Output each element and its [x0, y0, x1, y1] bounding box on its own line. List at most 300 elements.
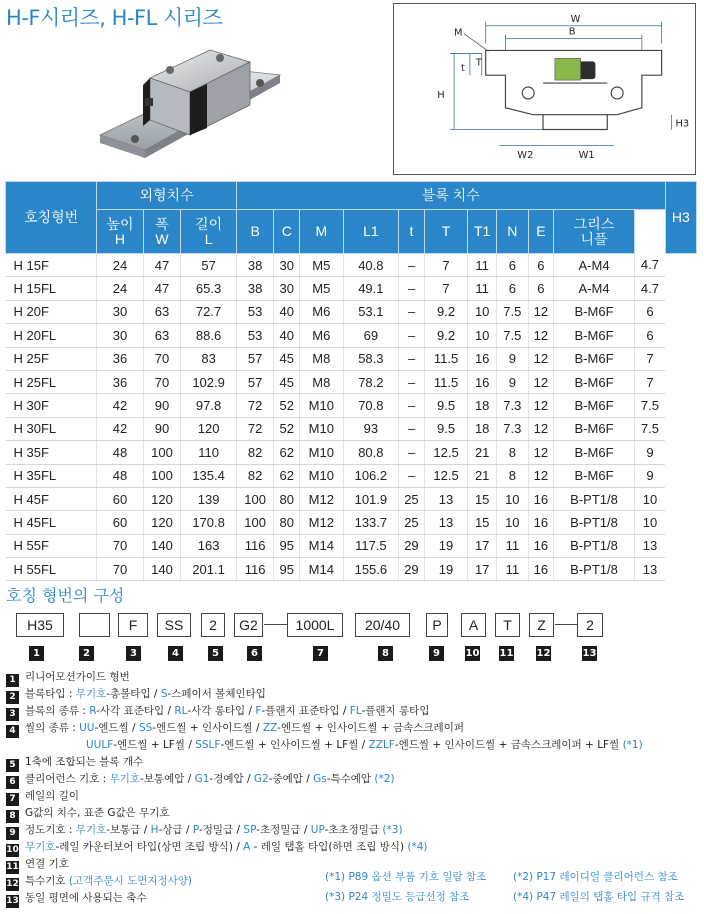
value-cell: B-M6F	[554, 324, 635, 347]
value-cell: 10	[634, 511, 665, 534]
value-cell: 12	[528, 464, 554, 487]
model-cell: H 15FL	[6, 277, 97, 300]
value-cell: 40.8	[343, 254, 399, 277]
value-cell: 106.2	[343, 464, 399, 487]
value-cell: 18	[468, 417, 497, 440]
code-number-3: 3	[126, 646, 141, 661]
value-cell: 120	[143, 511, 181, 534]
value-cell: 12	[528, 347, 554, 370]
value-cell: 11.5	[424, 370, 468, 393]
col-T: T	[424, 210, 468, 254]
value-cell: 16	[468, 370, 497, 393]
product-photo	[95, 40, 305, 170]
value-cell: 163	[181, 534, 237, 557]
value-cell: 7	[634, 370, 665, 393]
value-cell: 11	[468, 277, 497, 300]
col-height: 높이 H	[97, 210, 143, 254]
value-cell: M6	[300, 324, 344, 347]
value-cell: –	[399, 464, 425, 487]
value-cell: –	[399, 370, 425, 393]
value-cell: 6	[497, 254, 529, 277]
value-cell: 62	[274, 441, 300, 464]
value-cell: 80	[274, 487, 300, 510]
table-row	[6, 347, 697, 370]
value-cell: –	[399, 254, 425, 277]
value-cell: 25	[399, 511, 425, 534]
value-cell: 17	[468, 558, 497, 581]
col-N: N	[497, 210, 529, 254]
value-cell: 140	[143, 534, 181, 557]
value-cell: 49.1	[343, 277, 399, 300]
value-cell: 70	[97, 558, 143, 581]
code-box-2	[79, 613, 110, 637]
value-cell: 24	[97, 254, 143, 277]
legend-item-13: 13 동일 평면에 사용되는 축수	[6, 892, 147, 906]
value-cell: 57	[236, 370, 274, 393]
model-cell: H 45FL	[6, 511, 97, 534]
value-cell: 52	[274, 394, 300, 417]
value-cell: 100	[143, 464, 181, 487]
value-cell: 12.5	[424, 441, 468, 464]
table-row	[6, 464, 697, 487]
value-cell: 12.5	[424, 464, 468, 487]
value-cell: 72.7	[181, 300, 237, 323]
code-dash	[555, 624, 577, 625]
col-h3: H3	[665, 182, 696, 254]
model-cell: H 30F	[6, 394, 97, 417]
legend-item-10: 10 무기호-레일 카운터보어 타입(상면 조립 방식) / A - 레일 탭홀 타입(하면 조립 방식) (*4)	[6, 841, 428, 855]
dim-B: B	[568, 26, 576, 38]
value-cell: 140	[143, 558, 181, 581]
value-cell: 6	[634, 300, 665, 323]
value-cell: 117.5	[343, 534, 399, 557]
value-cell: 15	[468, 511, 497, 534]
value-cell: 21	[468, 464, 497, 487]
legend-item-6: 6 클리어런스 기호 : 무기호-보통예압 / G1-경예압 / G2-중예압 / Gs-특수예압 (*2)	[6, 771, 704, 788]
spec-table	[5, 181, 697, 581]
value-cell: 10	[468, 324, 497, 347]
value-cell: 11.5	[424, 347, 468, 370]
value-cell: 9	[634, 441, 665, 464]
code-dash	[264, 624, 287, 625]
legend-item-8: 8 G값의 치수, 표준 G값은 무기호	[6, 805, 704, 822]
value-cell: 13	[634, 558, 665, 581]
value-cell: 170.8	[181, 511, 237, 534]
value-cell: 48	[97, 464, 143, 487]
value-cell: 6	[528, 277, 554, 300]
legend-item-7: 7 레일의 길이	[6, 788, 704, 805]
footnote-2: (*2) P17 레이디얼 클리어런스 참조	[513, 871, 678, 883]
code-box-12: Z	[529, 613, 554, 637]
value-cell: 52	[274, 417, 300, 440]
value-cell: 12	[528, 300, 554, 323]
value-cell: 12	[528, 394, 554, 417]
code-number-6: 6	[247, 646, 262, 661]
col-length: 길이 L	[181, 210, 237, 254]
code-box-11: T	[495, 613, 520, 637]
value-cell: 120	[143, 487, 181, 510]
value-cell: –	[399, 394, 425, 417]
value-cell: M10	[300, 417, 344, 440]
group-block: 블록 치수	[236, 182, 665, 210]
value-cell: 29	[399, 558, 425, 581]
value-cell: 63	[143, 300, 181, 323]
value-cell: 78.2	[343, 370, 399, 393]
value-cell: 9.5	[424, 394, 468, 417]
value-cell: 16	[528, 534, 554, 557]
value-cell: 100	[143, 441, 181, 464]
dimension-drawing	[393, 3, 696, 175]
value-cell: 30	[97, 324, 143, 347]
value-cell: 42	[97, 394, 143, 417]
legend-item-3: 3 블록의 종류 : R-사각 표준타입 / RL-사각 롱타입 / F-플랜지 표준타입 / FL-플랜지 롱타입	[6, 703, 704, 720]
value-cell: 18	[468, 394, 497, 417]
footnote-3: (*3) P24 정밀도 등급선정 참조	[325, 891, 470, 903]
table-row	[6, 558, 697, 581]
value-cell: 72	[236, 394, 274, 417]
value-cell: 9	[497, 347, 529, 370]
value-cell: 53	[236, 324, 274, 347]
value-cell: 40	[274, 324, 300, 347]
value-cell: 19	[424, 558, 468, 581]
value-cell: 6	[634, 324, 665, 347]
value-cell: 120	[181, 417, 237, 440]
value-cell: 7.5	[634, 394, 665, 417]
code-box-5: 2	[201, 613, 225, 637]
value-cell: 9.5	[424, 417, 468, 440]
value-cell: M14	[300, 534, 344, 557]
code-number-4: 4	[168, 646, 183, 661]
value-cell: A-M4	[554, 277, 635, 300]
model-cell: H 30FL	[6, 417, 97, 440]
value-cell: 10	[497, 487, 529, 510]
model-cell: H 35F	[6, 441, 97, 464]
value-cell: B-M6F	[554, 347, 635, 370]
col-C: C	[274, 210, 300, 254]
code-box-3: F	[118, 613, 148, 637]
value-cell: 7	[424, 254, 468, 277]
value-cell: 60	[97, 511, 143, 534]
value-cell: 7	[634, 347, 665, 370]
value-cell: 17	[468, 534, 497, 557]
value-cell: M10	[300, 441, 344, 464]
value-cell: M8	[300, 347, 344, 370]
value-cell: 13	[424, 511, 468, 534]
value-cell: 70	[143, 370, 181, 393]
value-cell: 48	[97, 441, 143, 464]
value-cell: 38	[236, 254, 274, 277]
value-cell: 57	[181, 254, 237, 277]
value-cell: 7.5	[497, 324, 529, 347]
code-number-7: 7	[313, 646, 328, 661]
value-cell: B-M6F	[554, 370, 635, 393]
code-box-6: G2	[234, 613, 263, 637]
value-cell: B-PT1/8	[554, 511, 635, 534]
value-cell: 90	[143, 417, 181, 440]
value-cell: 8	[497, 441, 529, 464]
value-cell: 9	[634, 464, 665, 487]
value-cell: 70.8	[343, 394, 399, 417]
dim-H: H	[437, 89, 445, 101]
value-cell: M6	[300, 300, 344, 323]
value-cell: 40	[274, 300, 300, 323]
code-number-11: 11	[499, 648, 514, 659]
value-cell: 38	[236, 277, 274, 300]
value-cell: 9.2	[424, 324, 468, 347]
code-box-13: 2	[577, 613, 603, 637]
value-cell: 16	[528, 558, 554, 581]
value-cell: 6	[528, 254, 554, 277]
value-cell: 88.6	[181, 324, 237, 347]
code-number-8: 8	[378, 646, 393, 661]
value-cell: 116	[236, 534, 274, 557]
value-cell: M10	[300, 394, 344, 417]
col-M: M	[300, 210, 344, 254]
col-t: t	[399, 210, 425, 254]
model-cell: H 25F	[6, 347, 97, 370]
value-cell: M10	[300, 464, 344, 487]
col-L1: L1	[343, 210, 399, 254]
value-cell: 47	[143, 277, 181, 300]
value-cell: 10	[634, 487, 665, 510]
table-row	[6, 511, 697, 534]
legend-item-4: 4 씰의 종류 : UU-엔드씰 / SS-엔드씰 + 인사이드씰 / ZZ-엔드씰 + 인사이드씰 + 금속스크레이퍼	[6, 720, 704, 737]
value-cell: 100	[236, 511, 274, 534]
value-cell: 24	[97, 277, 143, 300]
value-cell: M12	[300, 487, 344, 510]
value-cell: 11	[468, 254, 497, 277]
col-grease: 그리스 니플	[554, 210, 635, 254]
value-cell: 9	[497, 370, 529, 393]
model-cell: H 15F	[6, 254, 97, 277]
value-cell: 70	[97, 534, 143, 557]
value-cell: 155.6	[343, 558, 399, 581]
value-cell: 30	[97, 300, 143, 323]
code-number-12: 12	[536, 648, 551, 659]
code-number-13: 13	[582, 648, 597, 659]
code-number-2: 2	[79, 646, 94, 661]
value-cell: 6	[497, 277, 529, 300]
legend-item-2: 2 블록타입 : 무기호-총볼타입 / S-스페이서 볼체인타입	[6, 686, 704, 703]
value-cell: 11	[497, 558, 529, 581]
table-row	[6, 417, 697, 440]
value-cell: 7.5	[634, 417, 665, 440]
code-box-7: 1000L	[287, 613, 343, 637]
value-cell: 7	[424, 277, 468, 300]
value-cell: 58.3	[343, 347, 399, 370]
value-cell: 16	[528, 511, 554, 534]
value-cell: 47	[143, 254, 181, 277]
value-cell: 95	[274, 558, 300, 581]
value-cell: 133.7	[343, 511, 399, 534]
value-cell: –	[399, 324, 425, 347]
code-number-9: 9	[429, 646, 444, 661]
code-box-1: H35	[16, 613, 64, 637]
value-cell: 95	[274, 534, 300, 557]
model-cell: H 45F	[6, 487, 97, 510]
model-cell: H 55FL	[6, 558, 97, 581]
dim-W: W	[570, 13, 581, 25]
value-cell: B-M6F	[554, 300, 635, 323]
value-cell: 12	[528, 417, 554, 440]
code-number-10: 10	[465, 648, 480, 659]
value-cell: M5	[300, 254, 344, 277]
value-cell: 69	[343, 324, 399, 347]
value-cell: 16	[528, 487, 554, 510]
footnote-1: (*1) P89 옵션 부품 기호 일람 참조	[325, 871, 487, 883]
model-cell: H 55F	[6, 534, 97, 557]
value-cell: B-PT1/8	[554, 534, 635, 557]
value-cell: 102.9	[181, 370, 237, 393]
legend-item-5: 5 1축에 조합되는 블록 개수	[6, 754, 704, 771]
code-box-10: A	[461, 613, 486, 637]
dim-H3: H3	[675, 118, 690, 130]
value-cell: 7.3	[497, 417, 529, 440]
value-cell: 70	[143, 347, 181, 370]
value-cell: 62	[274, 464, 300, 487]
group-outer: 외형치수	[97, 182, 237, 210]
value-cell: 60	[97, 487, 143, 510]
value-cell: 13	[424, 487, 468, 510]
dim-M: M	[454, 27, 463, 39]
model-cell: H 25FL	[6, 370, 97, 393]
value-cell: A-M4	[554, 254, 635, 277]
value-cell: B-M6F	[554, 464, 635, 487]
value-cell: B-M6F	[554, 417, 635, 440]
value-cell: B-M6F	[554, 441, 635, 464]
value-cell: 36	[97, 370, 143, 393]
value-cell: 53	[236, 300, 274, 323]
value-cell: –	[399, 441, 425, 464]
value-cell: 42	[97, 417, 143, 440]
value-cell: 100	[236, 487, 274, 510]
table-row	[6, 534, 697, 557]
value-cell: –	[399, 347, 425, 370]
value-cell: 82	[236, 441, 274, 464]
model-cell: H 20FL	[6, 324, 97, 347]
model-cell: H 20F	[6, 300, 97, 323]
value-cell: 12	[528, 324, 554, 347]
value-cell: 45	[274, 347, 300, 370]
dim-T: T	[475, 57, 482, 69]
value-cell: 72	[236, 417, 274, 440]
value-cell: M14	[300, 558, 344, 581]
value-cell: B-M6F	[554, 394, 635, 417]
value-cell: 7.3	[497, 394, 529, 417]
value-cell: 139	[181, 487, 237, 510]
dim-W2: W2	[517, 150, 534, 162]
value-cell: 10	[497, 511, 529, 534]
code-section-title: 호칭 형번의 구성	[6, 586, 125, 605]
value-cell: 53.1	[343, 300, 399, 323]
value-cell: B-PT1/8	[554, 487, 635, 510]
value-cell: 110	[181, 441, 237, 464]
code-box-9: P	[426, 613, 448, 637]
dim-t: t	[460, 63, 465, 75]
value-cell: 135.4	[181, 464, 237, 487]
legend-item-9: 9 정도기호 : 무기호-보통급 / H-상급 / P-정밀급 / SP-초정밀급 / UP-초초정밀급 (*3)	[6, 822, 704, 839]
value-cell: –	[399, 277, 425, 300]
dim-W1: W1	[578, 150, 595, 162]
code-number-5: 5	[208, 646, 223, 661]
col-model: 호칭형번	[6, 182, 97, 254]
legend-item-11: 11 연결 기호	[6, 858, 69, 872]
legend-item-4b: UULF-엔드씰 + LF씰 / SSLF-엔드씰 + 인사이드씰 + LF씰 / ZZLF-엔드씰 + 인사이드씰 + 금속스크레이퍼 + LF씰 (*1)	[86, 739, 643, 751]
model-cell: H 35FL	[6, 464, 97, 487]
footnote-4: (*4) P47 레일의 탭홀 타입 규격 참조	[513, 891, 685, 903]
value-cell: 29	[399, 534, 425, 557]
value-cell: 12	[528, 441, 554, 464]
value-cell: 97.8	[181, 394, 237, 417]
value-cell: 13	[634, 534, 665, 557]
code-number-1: 1	[29, 646, 44, 661]
table-row	[6, 370, 697, 393]
value-cell: M12	[300, 511, 344, 534]
col-E: E	[528, 210, 554, 254]
code-box-4: SS	[157, 613, 191, 637]
value-cell: 93	[343, 417, 399, 440]
value-cell: 90	[143, 394, 181, 417]
value-cell: 9.2	[424, 300, 468, 323]
value-cell: 82	[236, 464, 274, 487]
legend-item-1: 1 리니어모션가이드 형번	[6, 669, 704, 686]
value-cell: –	[399, 417, 425, 440]
col-B: B	[236, 210, 274, 254]
value-cell: 30	[274, 277, 300, 300]
value-cell: 11	[497, 534, 529, 557]
value-cell: –	[399, 300, 425, 323]
value-cell: M8	[300, 370, 344, 393]
value-cell: 36	[97, 347, 143, 370]
value-cell: 4.7	[634, 277, 665, 300]
value-cell: 8	[497, 464, 529, 487]
page-title: H-F시리즈, H-FL 시리즈	[6, 6, 223, 30]
value-cell: 16	[468, 347, 497, 370]
value-cell: 30	[274, 254, 300, 277]
col-width: 폭 W	[143, 210, 181, 254]
value-cell: 57	[236, 347, 274, 370]
table-row	[6, 254, 697, 277]
table-row	[6, 277, 697, 300]
value-cell: 12	[528, 370, 554, 393]
value-cell: 80	[274, 511, 300, 534]
value-cell: 19	[424, 534, 468, 557]
table-row	[6, 300, 697, 323]
value-cell: 83	[181, 347, 237, 370]
value-cell: 201.1	[181, 558, 237, 581]
value-cell: 25	[399, 487, 425, 510]
col-T1: T1	[468, 210, 497, 254]
table-row	[6, 441, 697, 464]
value-cell: 80.8	[343, 441, 399, 464]
value-cell: 65.3	[181, 277, 237, 300]
value-cell: 15	[468, 487, 497, 510]
value-cell: 116	[236, 558, 274, 581]
table-row	[6, 324, 697, 347]
value-cell: B-PT1/8	[554, 558, 635, 581]
value-cell: 7.5	[497, 300, 529, 323]
value-cell: 63	[143, 324, 181, 347]
table-row	[6, 394, 697, 417]
value-cell: 21	[468, 441, 497, 464]
value-cell: 45	[274, 370, 300, 393]
table-row	[6, 487, 697, 510]
legend-item-12: 12 특수기호 (고객주문시 도면지정사양)	[6, 875, 193, 889]
value-cell: 101.9	[343, 487, 399, 510]
value-cell: 10	[468, 300, 497, 323]
code-box-8: 20/40	[355, 613, 410, 637]
value-cell: 4.7	[634, 254, 665, 277]
